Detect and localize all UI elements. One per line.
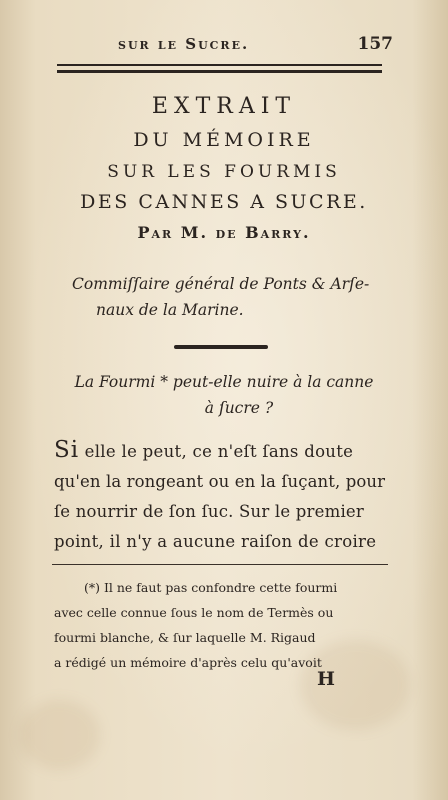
- title-line-fourmis: SUR LES FOURMIS: [107, 162, 341, 182]
- footnote-line-4: a rédigé un mémoire d'après celu qu'avoit: [54, 655, 322, 670]
- question-line-2: à ſucre ?: [204, 399, 274, 417]
- body-paragraph: [54, 435, 392, 557]
- author-role-line-2: naux de la Marine.: [96, 301, 244, 319]
- footnote-line-2: avec celle connue ſous le nom de Termès ou: [54, 605, 334, 620]
- section-question: [54, 369, 394, 421]
- paper-stain: [20, 700, 100, 770]
- author-role-line-1: Commiſſaire général de Ponts & Arſe-: [72, 275, 370, 293]
- footnote: [54, 575, 394, 675]
- section-divider: [174, 345, 268, 349]
- body-line-2: qu'en la rongeant ou en la ſuçant, pour: [54, 472, 386, 491]
- title-block: [40, 96, 408, 241]
- title-line-cannes: DES CANNES A SUCRE.: [80, 191, 368, 213]
- footnote-line-1: (*) Il ne faut pas confondre cette fourmi: [84, 580, 338, 595]
- question-line-1: La Fourmi * peut-elle nuire à la canne: [74, 373, 374, 391]
- page-number: 157: [357, 34, 393, 54]
- body-line-1: [54, 435, 392, 467]
- body-line-4: point, il n'y a aucune raiſon de croire: [54, 532, 377, 551]
- title-line-author: Par M. de Barry.: [137, 223, 311, 242]
- title-line-memoire: DU MÉMOIRE: [133, 129, 315, 151]
- title-line-extrait: EXTRAIT: [151, 94, 297, 119]
- author-role: [72, 271, 392, 323]
- body-line-3: ſe nourrir de ſon ſuc. Sur le premier: [54, 502, 364, 521]
- footnote-line-3: fourmi blanche, & ſur laquelle M. Rigaud: [54, 630, 316, 645]
- drop-cap: Si: [54, 437, 80, 463]
- page-header: [118, 34, 393, 54]
- header-rule: [57, 64, 382, 66]
- body-line-1-text: elle le peut, ce n'eſt ſans doute: [79, 442, 354, 461]
- running-head: sur le Sucre.: [118, 35, 250, 53]
- footnote-rule: [52, 564, 388, 565]
- signature-mark: H: [317, 668, 335, 690]
